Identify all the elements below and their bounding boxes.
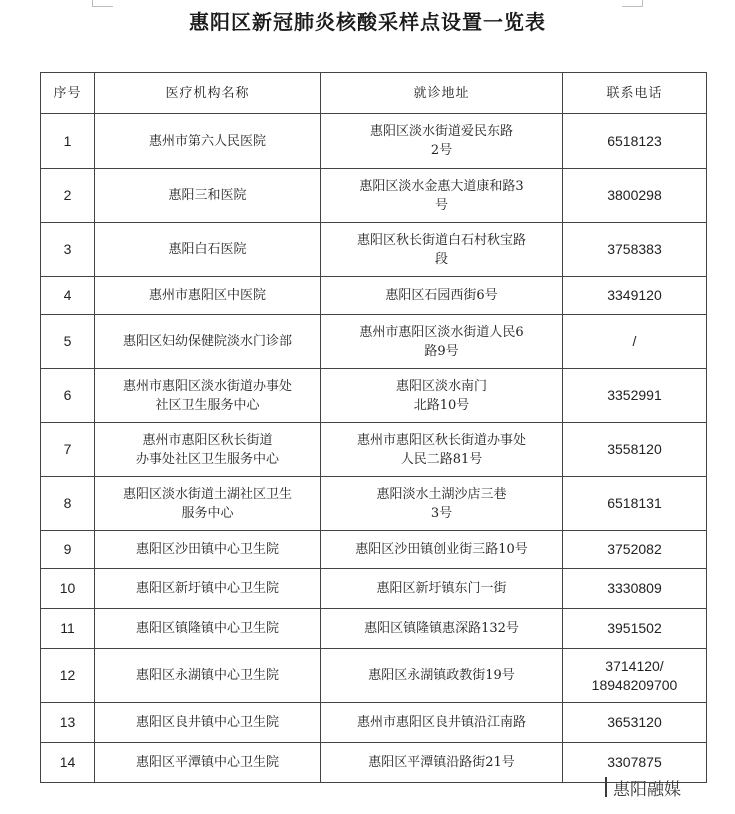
table-row	[41, 477, 707, 531]
table-row	[41, 703, 707, 743]
table-row	[41, 114, 707, 169]
cell-no: 1	[41, 114, 95, 169]
cell-institution	[95, 609, 321, 649]
cell-institution	[95, 531, 321, 569]
cell-address-line: 惠阳淡水土湖沙店三巷	[376, 486, 507, 502]
cell-institution	[95, 569, 321, 609]
cell-phone	[563, 569, 707, 609]
cell-institution-line: 惠阳区淡水街道土湖社区卫生	[122, 486, 292, 502]
table-row	[41, 569, 707, 609]
cell-address	[321, 609, 563, 649]
cell-institution	[95, 169, 321, 223]
page-title: 惠阳区新冠肺炎核酸采样点设置一览表	[189, 10, 546, 34]
cell-address	[321, 223, 563, 277]
cell-institution-line: 惠阳区平潭镇中心卫生院	[135, 755, 279, 770]
cell-address-line: 人民二路81号	[400, 451, 483, 467]
cell-phone-line: 3653120	[607, 714, 662, 730]
table-body	[41, 114, 707, 783]
cell-address	[321, 277, 563, 315]
cell-institution	[95, 114, 321, 169]
cell-phone	[563, 277, 707, 315]
cell-address-line: 北路10号	[413, 397, 470, 413]
cell-institution-line: 惠阳区良井镇中心卫生院	[135, 715, 279, 730]
cell-no: 12	[41, 649, 95, 703]
cell-address-line: 惠阳区淡水街道爱民东路	[369, 124, 513, 139]
cell-no: 9	[41, 531, 95, 569]
cell-address	[321, 114, 563, 169]
header-no: 序号	[41, 73, 95, 114]
cell-institution	[95, 277, 321, 315]
cell-phone-line: 3330809	[607, 580, 662, 596]
cell-address-line: 惠州市惠阳区良井镇沿江南路	[356, 715, 526, 730]
sampling-sites-table	[40, 72, 707, 783]
table-row	[41, 423, 707, 477]
cell-no: 11	[41, 609, 95, 649]
cell-phone-line: 6518123	[607, 132, 662, 149]
cell-no: 3	[41, 223, 95, 277]
cell-phone	[563, 703, 707, 743]
cell-no: 10	[41, 569, 95, 609]
table-row	[41, 369, 707, 423]
cell-phone-line: 3349120	[607, 287, 662, 303]
cell-address-line: 惠阳区平潭镇沿路街21号	[368, 755, 515, 770]
cell-address	[321, 743, 563, 783]
cell-phone	[563, 477, 707, 531]
cell-no: 4	[41, 277, 95, 315]
cell-phone	[563, 531, 707, 569]
cell-address-line: 惠阳区淡水南门	[395, 378, 487, 394]
cell-address-line: 惠阳区石园西街6号	[385, 288, 498, 303]
cell-address-line: 惠阳区淡水金惠大道康和路3	[359, 178, 524, 194]
cell-address-line: 3号	[430, 505, 453, 521]
crop-mark-right	[622, 0, 643, 7]
cell-phone-line: 3558120	[607, 441, 662, 457]
cell-phone-line: 3352991	[607, 387, 662, 403]
cell-address-line: 惠阳区秋长街道白石村秋宝路	[356, 232, 526, 248]
cell-phone-line: 3758383	[607, 241, 662, 257]
cell-no: 7	[41, 423, 95, 477]
cell-institution-line: 惠阳区新圩镇中心卫生院	[135, 581, 279, 596]
cell-phone-line: /	[632, 333, 637, 349]
cell-institution	[95, 649, 321, 703]
header-phone: 联系电话	[563, 73, 707, 114]
table-row	[41, 223, 707, 277]
table-row	[41, 649, 707, 703]
cell-address	[321, 703, 563, 743]
cell-institution-line: 服务中心	[181, 505, 234, 521]
cell-institution-line: 惠阳区妇幼保健院淡水门诊部	[122, 334, 292, 349]
watermark	[605, 768, 681, 806]
cell-address-line: 惠州市惠阳区淡水街道人民6	[359, 324, 524, 340]
cell-address	[321, 649, 563, 703]
cell-phone	[563, 369, 707, 423]
cell-address	[321, 531, 563, 569]
cell-institution	[95, 369, 321, 423]
table-row	[41, 609, 707, 649]
cell-institution-line: 惠阳白石医院	[168, 242, 247, 257]
cell-institution	[95, 703, 321, 743]
cell-phone	[563, 609, 707, 649]
cell-phone-line: 3800298	[607, 187, 662, 203]
cell-address	[321, 477, 563, 531]
crop-mark-left	[92, 0, 113, 7]
cell-phone	[563, 223, 707, 277]
cell-phone	[563, 649, 707, 703]
header-address: 就诊地址	[321, 73, 563, 114]
cell-institution-line: 惠阳区镇隆镇中心卫生院	[135, 621, 279, 636]
cell-institution	[95, 223, 321, 277]
table-row	[41, 277, 707, 315]
cell-address-line: 号	[434, 197, 448, 213]
cell-institution-line: 惠阳区永湖镇中心卫生院	[135, 668, 279, 683]
cell-phone-line: 18948209700	[591, 676, 678, 693]
cell-institution-line: 惠州市惠阳区中医院	[148, 288, 266, 303]
cell-no: 13	[41, 703, 95, 743]
cell-institution	[95, 743, 321, 783]
cell-phone-line: 3307875	[607, 754, 662, 770]
cell-institution	[95, 477, 321, 531]
cell-no: 14	[41, 743, 95, 783]
cell-address-line: 2号	[430, 143, 453, 158]
header-institution: 医疗机构名称	[95, 73, 321, 114]
table-row	[41, 169, 707, 223]
cell-institution-line: 惠州市第六人民医院	[148, 133, 266, 149]
cell-institution-line: 惠州市惠阳区秋长街道	[142, 432, 273, 448]
cell-no: 2	[41, 169, 95, 223]
cell-address-line: 惠阳区沙田镇创业街三路10号	[355, 542, 528, 557]
cell-address-line: 惠阳区永湖镇政教街19号	[368, 668, 515, 683]
cell-institution-line: 办事处社区卫生服务中心	[135, 451, 279, 467]
cell-institution-line: 惠阳三和医院	[168, 188, 247, 203]
cell-institution	[95, 423, 321, 477]
cell-address	[321, 423, 563, 477]
cell-address	[321, 169, 563, 223]
cell-phone-line: 3951502	[607, 620, 662, 636]
cell-phone-line: 3752082	[607, 541, 662, 557]
cell-address-line: 惠阳区新圩镇东门一街	[376, 581, 507, 596]
cell-address-line: 路9号	[424, 343, 459, 359]
cell-no: 8	[41, 477, 95, 531]
cell-phone-line: 6518131	[607, 495, 662, 511]
cell-address-line: 段	[434, 251, 448, 267]
cell-no: 5	[41, 315, 95, 369]
cell-institution	[95, 315, 321, 369]
cell-institution-line: 惠阳区沙田镇中心卫生院	[135, 542, 279, 557]
cell-address	[321, 569, 563, 609]
cell-phone-line: 3714120/	[605, 657, 664, 674]
table-row	[41, 531, 707, 569]
cell-institution-line: 社区卫生服务中心	[155, 397, 260, 413]
cell-institution-line: 惠州市惠阳区淡水街道办事处	[122, 378, 292, 394]
table-header-row	[41, 73, 707, 114]
cell-phone	[563, 114, 707, 169]
cell-phone	[563, 169, 707, 223]
watermark-text: 惠阳融媒	[613, 779, 681, 800]
cell-address-line: 惠州市惠阳区秋长街道办事处	[356, 432, 526, 448]
cell-phone	[563, 315, 707, 369]
table-row	[41, 315, 707, 369]
cell-no: 6	[41, 369, 95, 423]
cell-address	[321, 315, 563, 369]
watermark-bar	[605, 777, 607, 797]
cell-address-line: 惠阳区镇隆镇惠深路132号	[364, 621, 519, 636]
cell-phone	[563, 423, 707, 477]
cell-address	[321, 369, 563, 423]
